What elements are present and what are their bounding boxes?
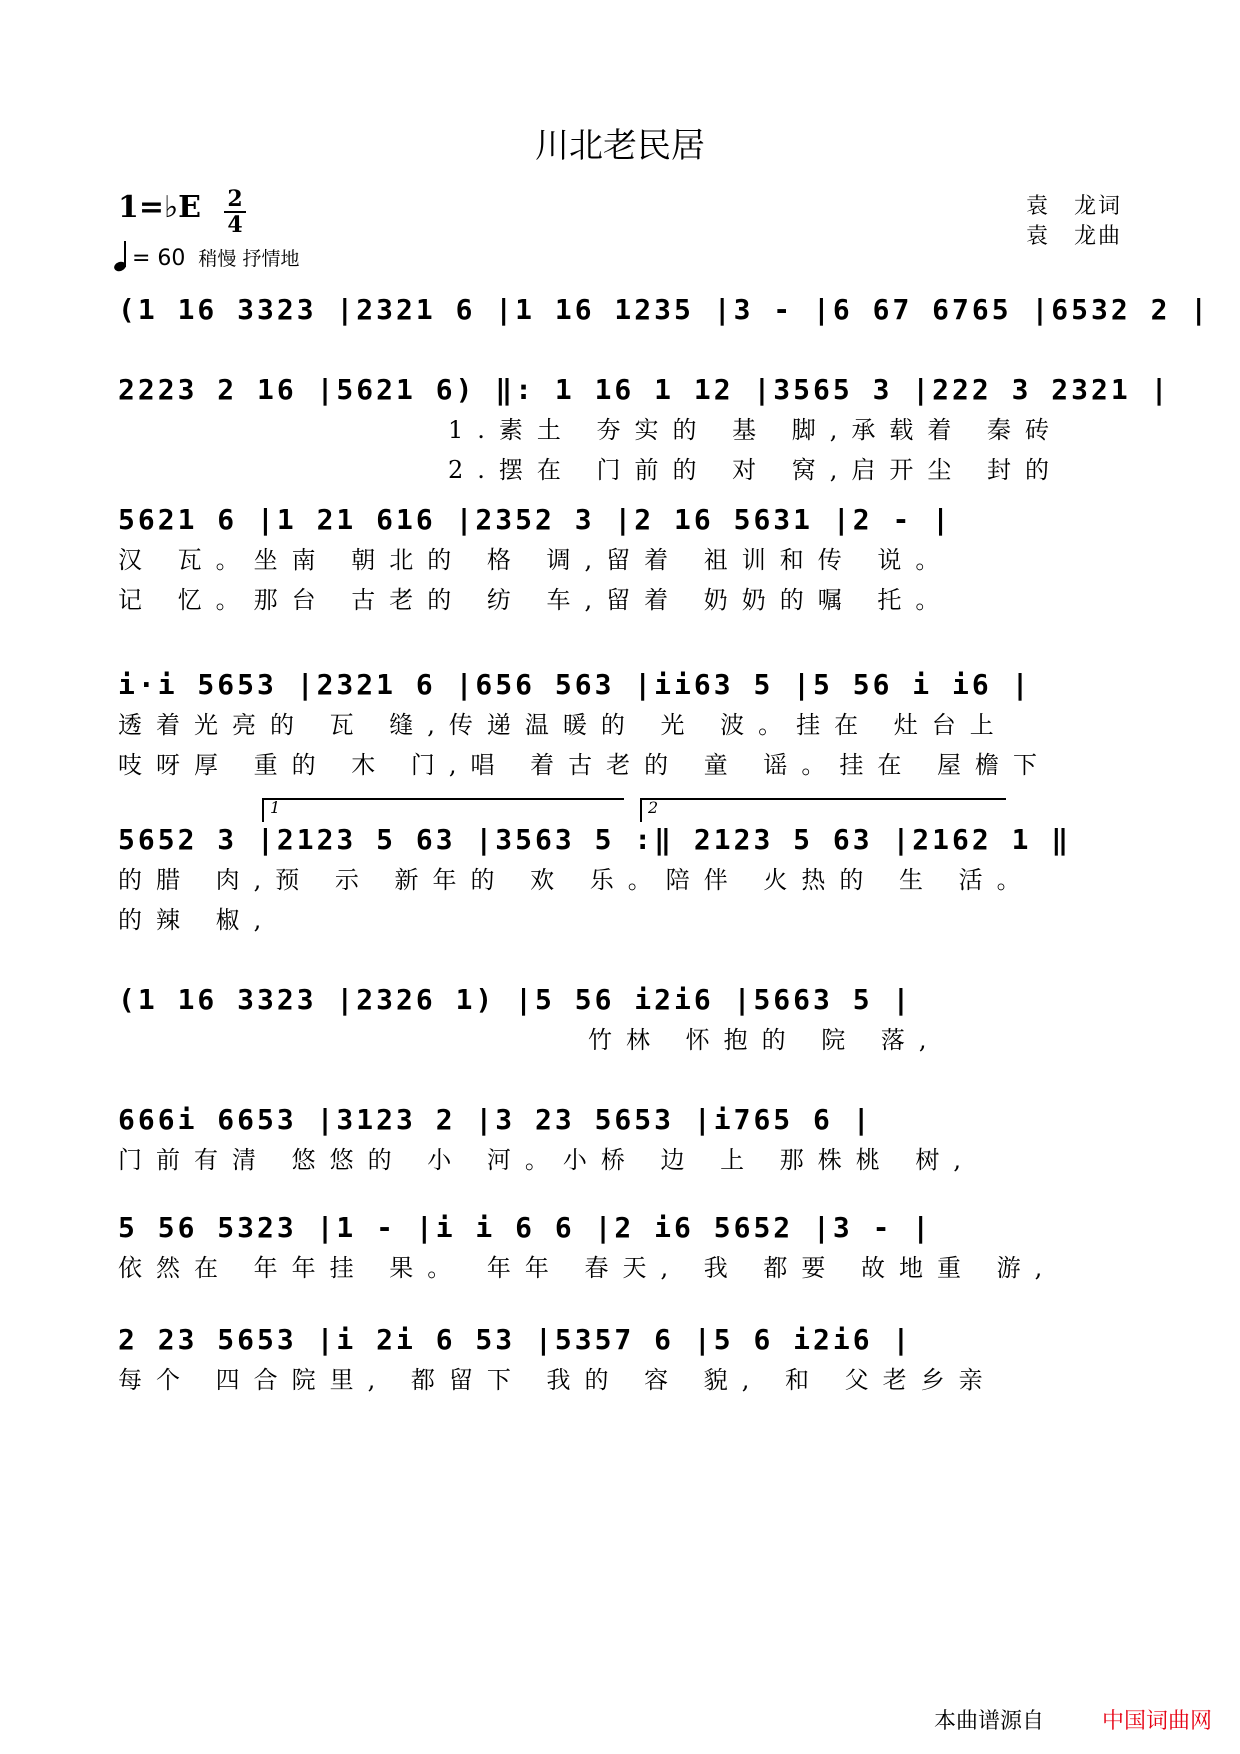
notation-line: i·i 5653 |2321 6 |656 563 |ii63 5 |5 56 i i6 | — [118, 668, 1032, 701]
score-system — [118, 980, 1122, 1060]
score-system — [118, 370, 1171, 490]
notation-line: 5 56 5323 |1 - |i i 6 6 |2 i6 5652 |3 - | — [118, 1211, 933, 1244]
notation-line: 666i 6653 |3123 2 |3 23 5653 |i765 6 | — [118, 1103, 873, 1136]
notation-line: (1 16 3323 |2321 6 |1 16 1235 |3 - |6 67 6765 |6532 2 | — [118, 293, 1211, 326]
score-system — [118, 500, 1122, 620]
time-signature — [222, 188, 248, 236]
song-title: 川北老民居 — [535, 126, 705, 166]
time-top: 2 — [227, 186, 243, 212]
expression-text: 稍慢 抒情地 — [198, 248, 300, 270]
volta-second — [640, 798, 1006, 822]
source-text: 本曲谱源自 — [934, 1709, 1045, 1734]
tempo-value: = 60 — [132, 246, 186, 271]
time-bottom: 4 — [227, 212, 243, 238]
lyric-line: 透着光亮的 瓦 缝,传递温暖的 光 波。挂在 灶台上 — [118, 711, 1008, 739]
notation-line: 2223 2 16 |5621 6) ‖: 1 16 1 12 |3565 3 |222 3 2321 | — [118, 373, 1171, 406]
lyric-line: 门前有清 悠悠的 小 河。小桥 边 上 那株桃 树, — [118, 1146, 976, 1174]
lyric-line: 记 忆。那台 古老的 纺 车,留着 奶奶的嘱 托。 — [118, 586, 954, 614]
notation-line: (1 16 3323 |2326 1) |5 56 i2i6 |5663 5 | — [118, 983, 913, 1016]
lyric-line: 汉 瓦。坐南 朝北的 格 调,留着 祖训和传 说。 — [118, 546, 954, 574]
lyric-line: 的辣 椒, — [118, 906, 276, 934]
footer — [0, 1700, 1240, 1740]
score-system — [118, 1100, 1122, 1180]
lyric-line: 竹林 怀抱的 院 落, — [588, 1026, 941, 1054]
volta-first-label: 1 — [270, 798, 281, 817]
lyricist: 袁 龙词 — [1025, 194, 1122, 219]
composer: 袁 龙曲 — [1025, 224, 1122, 249]
volta-second-label: 2 — [648, 798, 659, 817]
score-system — [118, 290, 1211, 330]
site-link[interactable]: 中国词曲网 — [1102, 1709, 1213, 1734]
score-system — [118, 1208, 1122, 1288]
volta-first — [262, 798, 624, 822]
key-signature: 1=♭E — [118, 190, 202, 225]
lyric-line: 的腊 肉,预 示 新年的 欢 乐。陪伴 火热的 生 活。 — [118, 866, 1035, 894]
lyric-line: 2.摆在 门前的 对 窝,启开尘 封的 — [448, 456, 1064, 484]
tempo-marking — [114, 244, 299, 271]
notation-line: 5652 3 |2123 5 63 |3563 5 :‖ 2123 5 63 |2162 1 ‖ — [118, 823, 1072, 856]
lyric-line: 依然在 年年挂 果。 年年 春天, 我 都要 故地重 游, — [118, 1254, 1057, 1282]
lyric-line: 1.素土 夯实的 基 脚,承载着 秦砖 — [448, 416, 1064, 444]
lyric-line: 吱呀厚 重的 木 门,唱 着古老的 童 谣。挂在 屋檐下 — [118, 751, 1052, 779]
notation-line: 2 23 5653 |i 2i 6 53 |5357 6 |5 6 i2i6 | — [118, 1323, 913, 1356]
credits — [1026, 192, 1122, 252]
score-system — [118, 820, 1122, 940]
score-system — [118, 1320, 1122, 1400]
lyric-line: 每个 四合院里, 都留下 我的 容 貌, 和 父老乡亲 — [118, 1366, 997, 1394]
quarter-note-icon — [114, 245, 132, 271]
notation-line: 5621 6 |1 21 616 |2352 3 |2 16 5631 |2 - | — [118, 503, 953, 536]
score-system — [118, 665, 1122, 785]
